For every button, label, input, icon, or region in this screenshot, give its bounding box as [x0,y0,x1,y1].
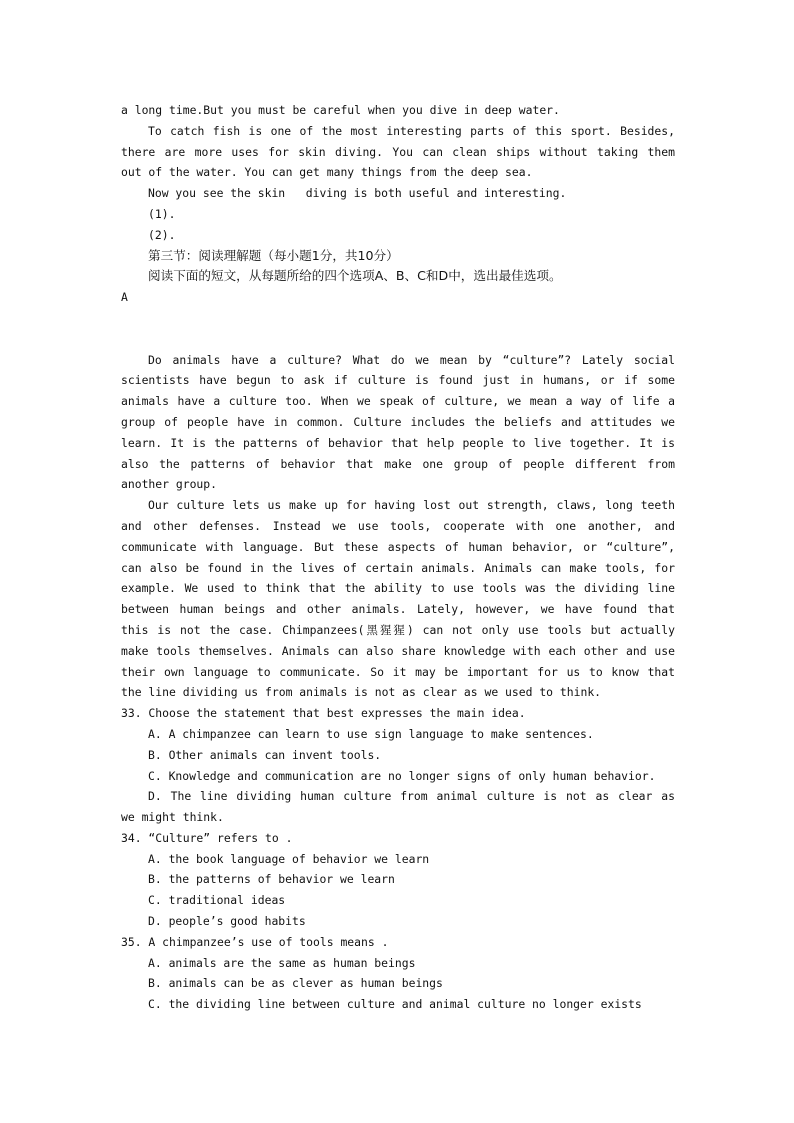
passage-line: out of the water. You can get many things from the deep sea. [121,165,533,180]
option-35-a: A. animals are the same as human beings [148,955,416,970]
option-33-d: D. The line dividing human culture from animal culture is not as clear as [148,789,675,804]
option-34-a: A. the book language of behavior we learn [148,851,430,866]
passage-line: between human beings and other animals. Lately, however, we have found that [121,602,675,617]
question-33-stem: 33. Choose the statement that best expresses the main idea. [121,706,526,721]
passage-line: Do animals have a culture? What do we mean by “culture”? Lately social [148,352,675,367]
passage-line: another group. [121,477,218,492]
passage-line: there are more uses for skin diving. You can clean ships without taking them [121,144,675,159]
passage-line: To catch fish is one of the most interesting parts of this sport. Besides, [148,123,675,138]
passage-line: a long time.But you must be careful when you dive in deep water. [121,103,560,117]
passage-line: the line dividing us from animals is not as clear as we used to think. [121,685,602,700]
passage-label: A [121,290,128,305]
passage-line: Now you see the skin diving is both useful and interesting. [148,186,567,201]
passage-line: Our culture lets us make up for having lost out strength, claws, long teeth [148,498,675,513]
document-page [121,100,675,1015]
passage-line: example. We used to think that the ability to use tools was the dividing line [121,581,675,596]
passage-line: animals have a culture too. When we speak of culture, we mean a way of life a [121,394,675,409]
passage-line: group of people have in common. Culture includes the beliefs and attitudes we [121,414,675,429]
section-heading: 第三节：阅读理解题（每小题1分，共10分） [148,247,399,263]
passage-line: also the patterns of behavior that make one group of people different from [121,456,675,471]
passage-line: communicate with language. But these aspects of human behavior, or “culture”, [121,539,675,554]
passage-line: learn. It is the patterns of behavior that help people to live together. It is [121,435,675,450]
passage-line: their own language to communicate. So it may be important for us to know that [121,664,675,679]
section-instruction: 阅读下面的短文，从每题所给的四个选项A、B、C和D中，选出最佳选项。 [148,268,562,284]
option-33-d-continued: we might think. [121,810,224,825]
option-35-b: B. animals can be as clever as human beings [148,976,443,991]
option-33-b: B. Other animals can invent tools. [148,747,382,762]
question-35-stem: 35. A chimpanzee’s use of tools means . [121,934,389,949]
passage-line: scientists have begun to ask if culture is found just in humans, or if some [121,373,675,388]
option-34-b: B. the patterns of behavior we learn [148,872,395,887]
option-33-c: C. Knowledge and communication are no longer signs of only human behavior. [148,768,656,783]
passage-line: make tools themselves. Animals can also share knowledge with each other and use [121,643,675,658]
option-34-d: D. people’s good habits [148,914,306,929]
question-34-stem: 34. “Culture” refers to . [121,830,293,845]
passage-line: can also be found in the lives of certain animals. Animals can make tools, for [121,560,675,575]
answer-blank-1: (1). [148,206,176,221]
passage-line: this is not the case. Chimpanzees(黑猩猩) can not only use tools but actually [121,622,675,637]
option-34-c: C. traditional ideas [148,893,286,908]
option-33-a: A. A chimpanzee can learn to use sign language to make sentences. [148,726,594,741]
answer-blank-2: (2). [148,227,176,242]
option-35-c: C. the dividing line between culture and animal culture no longer exists [148,997,642,1012]
passage-line: and other defenses. Instead we use tools, cooperate with one another, and [121,518,675,533]
